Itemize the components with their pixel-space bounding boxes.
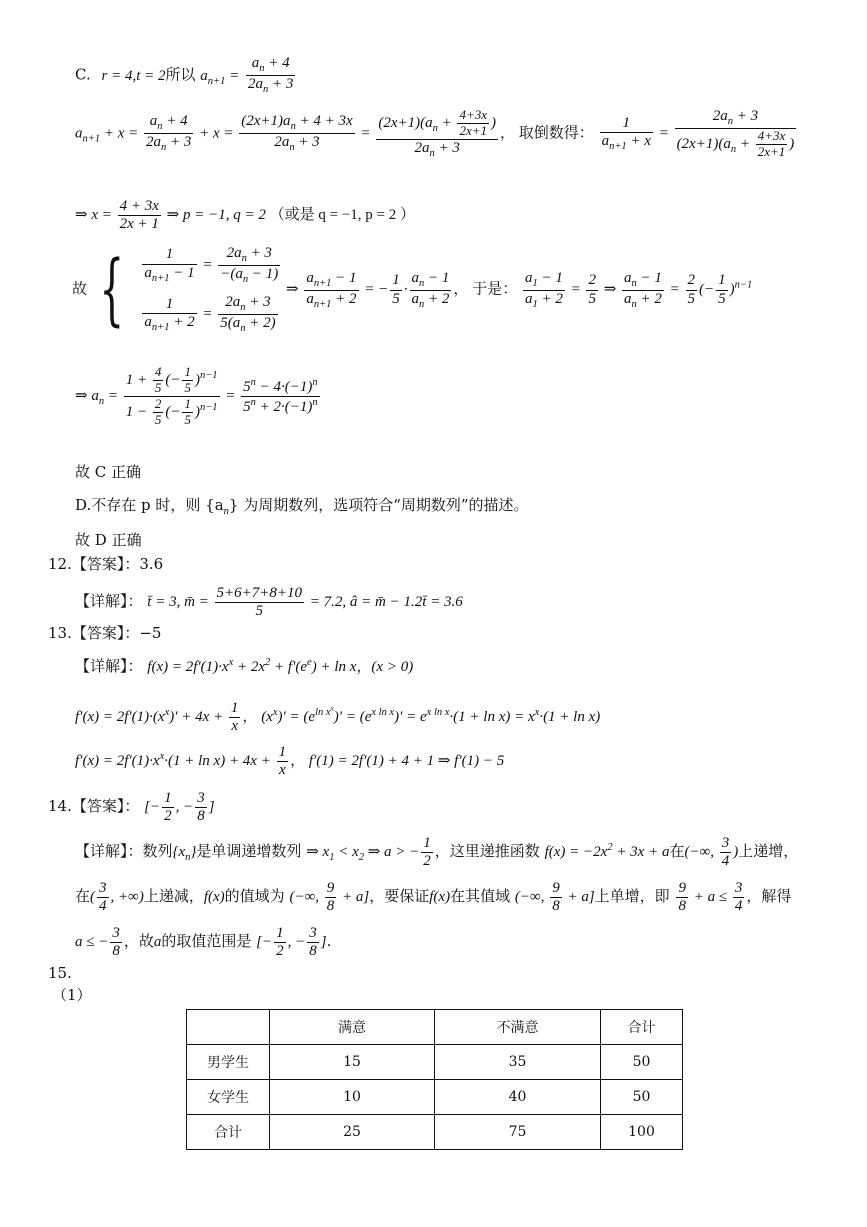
table-cell: 男学生 xyxy=(187,1045,270,1080)
part-c-conclusion: 故 C 正确 xyxy=(75,463,142,481)
table-cell: 满意 xyxy=(270,1010,435,1045)
table-cell: 35 xyxy=(435,1045,601,1080)
q12-detail: 【详解】： t̄ = 3, m̄ = $\frac{5+6+7+8+10}{5}$ = 7.2, â = m̄ − 1.2t̄ = 3.6 xyxy=(75,585,463,620)
take-reciprocal-text: 取倒数得： xyxy=(518,125,594,142)
satisfaction-table xyxy=(186,1009,683,1150)
part-c-line1: C. r = 4,t = 2所以 $a_{n+1}$ = $\frac{a_n + 4}{2a_n + 3}$ xyxy=(75,55,294,96)
table-cell: 50 xyxy=(601,1080,683,1115)
part-c-line4: 故 { $\frac{1}{a_{n+1} - 1}$ = $\frac{2a_n + 3}{-(a_n - 1)}$ $\frac{1}{a_{n+1} + 2}$ = $\frac{2a_n + 3}{5(a_n + 2)}$ ⇒ $\frac{a_{n+1} - 1}{a_{n+1} + 2}$ = − $\frac{1}{5}$ · $\frac{a_n - 1}{a_n + 2}$ ， 于是： $\frac{a_1 - 1}{a_1 + 2}$ = $\frac{2}{5}$ ⇒ $\frac{a_n - 1}{a_n + 2}$ = $\frac{2}{5}$ (− $\frac{1}{5}$ )$^{n-1}$ xyxy=(72,245,753,336)
table-cell: 女学生 xyxy=(187,1080,270,1115)
part-c-line5: ⇒ $a_n$ = 1 + $\frac{4}{5}$ (− $\frac{1}{5}$ )$^{n-1}$ 1 − $\frac{2}{5}$ (− $\frac{1}{5}$ )$^{n-1}$ = $\frac{5^n - 4\cdot(-1)^n}{5^n + 2\cdot(-1)^n}$ xyxy=(75,364,318,427)
table-row xyxy=(187,1080,683,1115)
part-c-line3: ⇒ x = $\frac{4 + 3x}{2x + 1}$ ⇒ p = −1, q = 2 （或是 q = −1, p = 2 ） xyxy=(75,198,415,233)
q15-sub: （1） xyxy=(52,986,92,1004)
fraction: $\frac{a_n + 4}{2a_n + 3}$ xyxy=(248,55,294,96)
q14-detail-1: 【详解】：数列$\{x_n\}$是单调递增数列 ⇒ $x_1 < x_2$ ⇒ a > − $\frac{1}{2}$ ，这里递推函数 $f(x) = -2x^2 + 3x + a$在(−∞, $\frac{3}{4}$ )上递增， xyxy=(75,835,799,870)
q15-label: 15. xyxy=(48,964,72,982)
table-cell: 合计 xyxy=(601,1010,683,1045)
table-header-row xyxy=(187,1010,683,1045)
table-cell: 合计 xyxy=(187,1115,270,1150)
table-cell: 75 xyxy=(435,1115,601,1150)
part-c-condition: r = 4,t = 2 xyxy=(101,67,166,84)
table-cell xyxy=(187,1010,270,1045)
table-cell: 40 xyxy=(435,1080,601,1115)
part-d-line: D.不存在 p 时，则 $\{a_n\}$ 为周期数列，选项符合“周期数列”的描述。 xyxy=(75,496,529,517)
q14-detail-3: a ≤ − $\frac{3}{8}$ ，故a的取值范围是 [− $\frac{1}{2}$ , − $\frac{3}{8}$ ]. xyxy=(75,925,332,960)
q13-detail-1: 【详解】： $f(x) = 2f'(1)\cdot x^x + 2x^2 + f'(e^e) + \ln x$，(x > 0) xyxy=(75,657,414,675)
therefore-text: 故 xyxy=(72,281,88,298)
q13-detail-3: $f'(x) = 2f'(1)\cdot x^x\cdot(1 + \ln x) + 4x$ + $\frac{1}{x}$ ， f′(1) = 2f′(1) + 4 + 1 ⇒ f′(1) − 5 xyxy=(75,744,505,779)
therefore-text-2: 于是： xyxy=(472,281,518,298)
table-cell: 100 xyxy=(601,1115,683,1150)
table-cell: 10 xyxy=(270,1080,435,1115)
table-cell: 25 xyxy=(270,1115,435,1150)
part-c-line2: $a_{n+1} + x$ = $\frac{a_n + 4}{2a_n + 3}$ + x = $\frac{(2x+1)a_n + 4 + 3x}{2a_n + 3}$ = $(2x+1)(a_n$ + $\frac{4+3x}{2x+1}$ ) $2a_n + 3$ ， 取倒数得： $\frac{1}{a_{n+1} + x}$ = $2a_n + 3$ $(2x+1)(a_n$ + $\frac{4+3x}{2x+1}$ ) xyxy=(75,107,795,159)
table-cell: 50 xyxy=(601,1045,683,1080)
part-c-label: C. xyxy=(75,65,91,84)
q12-answer: 12.【答案】：3.6 xyxy=(48,555,164,573)
table-cell: 15 xyxy=(270,1045,435,1080)
table-row xyxy=(187,1045,683,1080)
table-cell: 不满意 xyxy=(435,1010,601,1045)
q14-answer: 14.【答案】： [− $\frac{1}{2}$ , − $\frac{3}{8}$ ] xyxy=(48,790,215,825)
part-d-conclusion: 故 D 正确 xyxy=(75,531,142,549)
table-row xyxy=(187,1115,683,1150)
q13-answer: 13.【答案】：−5 xyxy=(48,624,162,642)
alternative-text: （或是 q = −1, p = 2 ） xyxy=(269,207,415,224)
q13-detail-2: $f'(x) = 2f'(1)\cdot(x^x)' + 4x$ + $\frac{1}{x}$ ， $(x^x)' = (e^{ln x^x})' = (e^{x ln x})' = e^{x ln x}\cdot(1 + \ln x) = x^x\cdot(1 + \ln x)$ xyxy=(75,700,601,735)
q14-detail-2: 在( $\frac{3}{4}$ , +∞)上递减，f(x)的值域为 (−∞, $\frac{9}{8}$ + a]，要保证f(x)在其值域 (−∞, $\frac{9}{8}$ + a]上单增，即 $\frac{9}{8}$ + a ≤ $\frac{3}{4}$ ，解得 xyxy=(75,880,792,915)
